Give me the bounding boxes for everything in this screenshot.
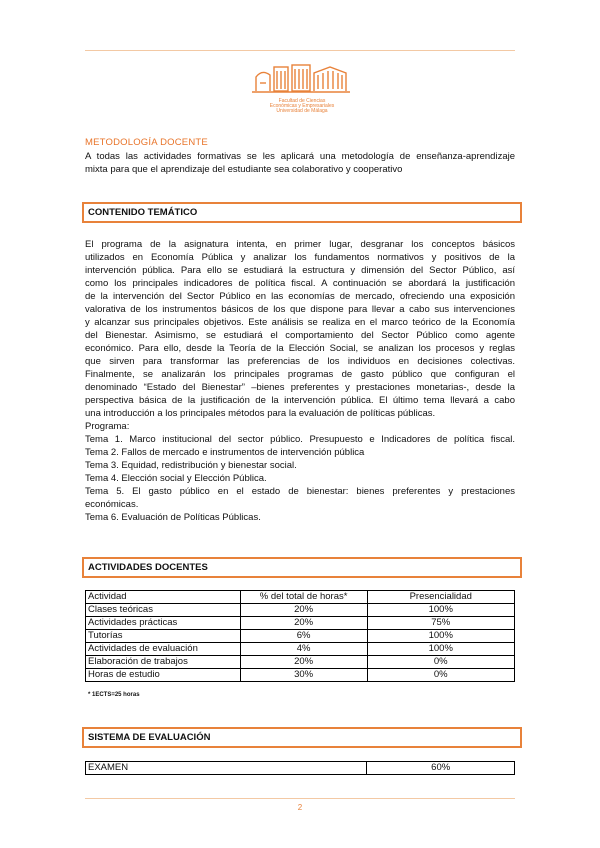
footer-rule — [85, 798, 515, 799]
contenido-line: Finalmente, se analizarán los principales programas de gasto público que configuran el — [85, 369, 515, 380]
table-cell: 30% — [240, 669, 367, 682]
table-header-row — [86, 591, 515, 604]
table-cell: Actividades prácticas — [86, 617, 241, 630]
table-cell: 60% — [367, 762, 515, 775]
contenido-line: perspectiva básica de la justificación de la intervención pública. El último tema llevará a cabo — [85, 395, 515, 406]
table-cell: Horas de estudio — [86, 669, 241, 682]
table-row — [86, 669, 515, 682]
table-cell: Tutorías — [86, 630, 241, 643]
contenido-line: y alcanzar sus principales objetivos. Este análisis se realiza en el marco teórico de la Economía — [85, 317, 515, 328]
faculty-building-icon — [250, 61, 354, 99]
tema-item: Tema 5. El gasto público en el estado de bienestar: bienes preferentes y prestaciones — [85, 486, 515, 497]
table-row — [86, 656, 515, 669]
page-number: 2 — [297, 803, 303, 812]
table-header-cell: Presencialidad — [367, 591, 515, 604]
table-cell: 4% — [240, 643, 367, 656]
ects-note: * 1ECTS=25 horas — [88, 692, 140, 698]
table-row — [86, 643, 515, 656]
contenido-line: una introducción a los principales métodos para la evaluación de políticas públicas. — [85, 408, 436, 419]
table-cell: 100% — [367, 643, 515, 656]
table-cell: 20% — [240, 604, 367, 617]
contenido-line: intervención pública. Para ello se estudiará la estructura y dimensión del Sector Público, así — [85, 265, 515, 276]
actividades-title: ACTIVIDADES DOCENTES — [82, 557, 522, 578]
contenido-line: El programa de la asignatura intenta, en primer lugar, desgranar los conceptos básicos — [85, 239, 515, 250]
actividades-table — [85, 590, 515, 682]
tema-item: Tema 6. Evaluación de Políticas Públicas. — [85, 512, 261, 523]
table-cell: 20% — [240, 617, 367, 630]
programa-label: Programa: — [85, 421, 130, 432]
table-cell: 0% — [367, 669, 515, 682]
metodologia-line: mixta para que el aprendizaje del estudiante sea colaborativo y cooperativo — [85, 164, 403, 175]
contenido-line: económico. Para ello, desde la Teoría de la Elección Social, se analizan los procesos y reglas — [85, 343, 515, 354]
metodologia-title: METODOLOGÍA DOCENTE — [85, 137, 208, 148]
tema-item: Tema 1. Marco institucional del sector público. Presupuesto e Indicadores de política fiscal. — [85, 434, 515, 445]
table-row — [86, 604, 515, 617]
table-cell: EXAMEN — [86, 762, 367, 775]
faculty-logo — [250, 61, 354, 115]
evaluacion-table — [85, 761, 515, 775]
table-cell: 6% — [240, 630, 367, 643]
contenido-line: del Bienestar. Asimismo, se estudiará el comportamiento del Sector Público como agente — [85, 330, 515, 341]
header-rule — [85, 50, 515, 51]
contenido-line: denominado “Estado del Bienestar” –bienes preferentes y prestaciones monetarias-, desde la — [85, 382, 515, 393]
table-row — [86, 617, 515, 630]
evaluacion-title: SISTEMA DE EVALUACIÓN — [82, 727, 522, 748]
contenido-line: que sirven para transformar las preferencias de los individuos en decisiones colectivas. — [85, 356, 515, 367]
tema-item: económicas. — [85, 499, 139, 510]
metodologia-line: A todas las actividades formativas se les aplicará una metodología de enseñanza-aprendizaje — [85, 151, 515, 162]
logo-line-3: Universidad de Málaga — [276, 108, 328, 114]
table-cell: Actividades de evaluación — [86, 643, 241, 656]
table-row — [86, 630, 515, 643]
contenido-text — [85, 238, 515, 524]
table-header-cell: Actividad — [86, 591, 241, 604]
table-cell: Elaboración de trabajos — [86, 656, 241, 669]
contenido-line: de la intervención del Sector Público en las economías de mercado, ofreciendo una exposición — [85, 291, 515, 302]
table-header-cell: % del total de horas* — [240, 591, 367, 604]
metodologia-text — [85, 150, 515, 176]
tema-item: Tema 4. Elección social y Elección Pública. — [85, 473, 267, 484]
logo-line-1: Facultad de Ciencias — [278, 98, 326, 104]
table-cell: 20% — [240, 656, 367, 669]
table-cell: Clases teóricas — [86, 604, 241, 617]
table-cell: 0% — [367, 656, 515, 669]
contenido-line: valorativa de los instrumentos básicos de los que dispone para llevar a cabo sus intervenciones — [85, 304, 515, 315]
contenido-line: como los principales indicadores de política fiscal. A continuación se abordará la justificación — [85, 278, 515, 289]
table-cell: 100% — [367, 630, 515, 643]
logo-line-2: Económicas y Empresariales — [269, 103, 335, 109]
tema-item: Tema 2. Fallos de mercado e instrumentos de intervención pública — [85, 447, 365, 458]
table-cell: 75% — [367, 617, 515, 630]
table-cell: 100% — [367, 604, 515, 617]
contenido-title: CONTENIDO TEMÁTICO — [82, 202, 522, 223]
table-row — [86, 762, 515, 775]
tema-item: Tema 3. Equidad, redistribución y bienestar social. — [85, 460, 297, 471]
contenido-line: utilizados en Economía Pública y analizar los fundamentos normativos y positivos de la — [85, 252, 515, 263]
